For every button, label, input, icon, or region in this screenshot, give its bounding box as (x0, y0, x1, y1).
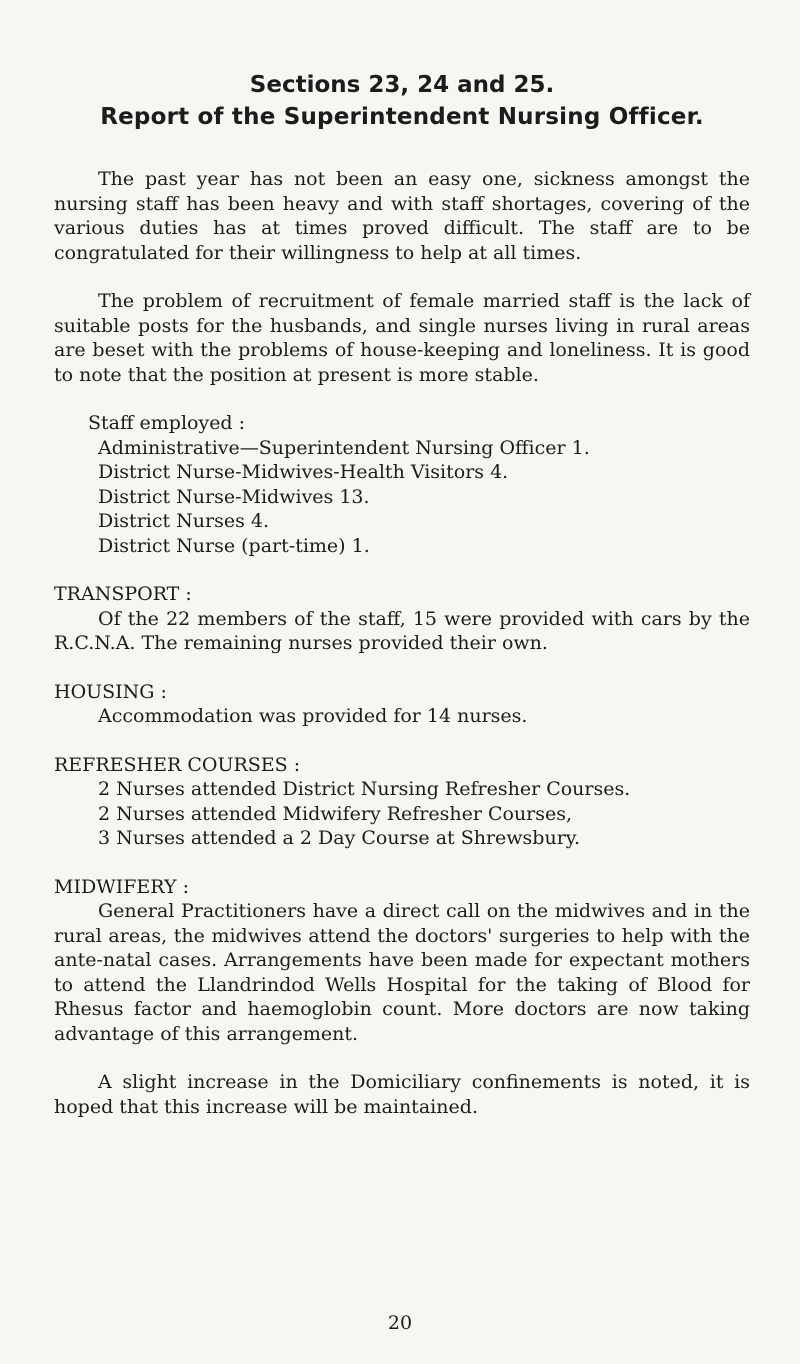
section-title: Sections 23, 24 and 25. (249, 72, 555, 98)
staff-section (54, 411, 750, 558)
report-title: Report of the Superintendent Nursing Officer. (100, 104, 704, 130)
refresher-item: 2 Nurses attended Midwifery Refresher Courses, (98, 802, 573, 825)
staff-heading: Staff employed : (88, 412, 246, 434)
staff-item: District Nurse (part-time) 1. (98, 534, 370, 557)
midwifery-text-2: A slight increase in the Domiciliary confinements is noted, it is hoped that this increase will be maintained. (54, 1071, 750, 1118)
staff-item: District Nurse-Midwives-Health Visitors 4. (98, 461, 509, 483)
midwifery-section (54, 875, 750, 1120)
staff-item: District Nurses 4. (98, 510, 270, 532)
midwifery-text: General Practitioners have a direct call on the midwives and in the rural areas, the midwives attend the doctors' surgeries to help with the ante-natal cases. Arrangements have been made for expectant mothers to attend the Llandrindod Wells Hospital for the taking of Blood for Rhesus factor and haemoglobin count. More doctors are now taking advantage of this arrangement. (54, 900, 750, 1045)
intro-paragraph-2: The problem of recruitment of female married staff is the lack of suitable posts for the husbands, and single nurses living in rural areas are beset with the problems of house-keeping and loneliness. It is good to note that the position at present is more stable. (54, 290, 750, 386)
refresher-section (54, 753, 750, 851)
transport-section (54, 582, 750, 656)
housing-text: Accommodation was provided for 14 nurses. (98, 705, 528, 727)
transport-text: Of the 22 members of the staff, 15 were provided with cars by the R.C.N.A. The remaining nurses provided their own. (54, 607, 750, 654)
refresher-item: 2 Nurses attended District Nursing Refresher Courses. (98, 778, 631, 800)
refresher-item: 3 Nurses attended a 2 Day Course at Shrewsbury. (98, 827, 581, 849)
housing-section (54, 680, 750, 729)
refresher-heading: REFRESHER COURSES : (54, 753, 301, 776)
midwifery-heading: MIDWIFERY : (54, 875, 189, 898)
page-number: 20 (387, 1312, 413, 1334)
staff-item: Administrative—Superintendent Nursing Officer 1. (98, 436, 590, 459)
intro-paragraph-1: The past year has not been an easy one, sickness amongst the nursing staff has been heavy and with staff shortages, covering of the various duties has at times proved difficult. The staff are to be congratulated for their willingness to help at all times. (54, 168, 750, 264)
staff-item: District Nurse-Midwives 13. (98, 485, 370, 508)
transport-heading: TRANSPORT : (54, 583, 192, 605)
housing-heading: HOUSING : (54, 680, 167, 703)
